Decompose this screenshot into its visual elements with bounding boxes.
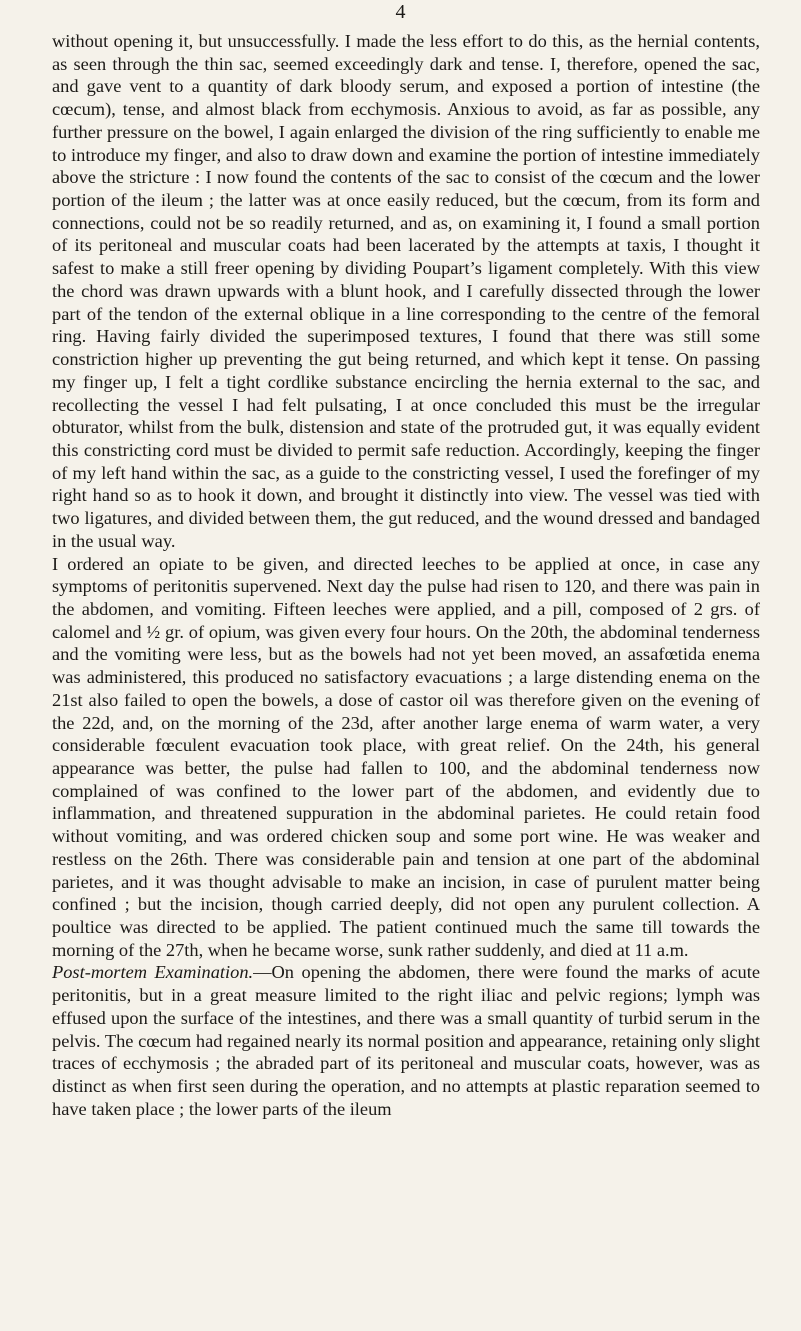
page-number: 4 [395, 1, 406, 23]
post-mortem-heading: Post-mortem Examination. [52, 962, 254, 983]
paragraph-aftercare: I ordered an opiate to be given, and directed leeches to be applied at once, in case any symptoms of peritonitis supervened. Next day the pulse had risen to 120, and there was pain in the abdomen, and vomiting. Fifteen leeches were applied, and a pill, composed of 2 grs. of calomel and ½ gr. of opium, was given every four hours. On the 20th, the abdominal tenderness and the vomiting were less, but as the bowels had not yet been moved, an assafœtida enema was administered, this produced no satisfactory evacuations ; a large distending enema on the 21st also failed to open the bowels, a dose of castor oil was therefore given on the evening of the 22d, and, on the morning of the 23d, after another large enema of warm water, a very considerable fœculent evacuation took place, with great relief. On the 24th, his general appearance was better, the pulse had fallen to 100, and the abdominal tenderness now complained of was confined to the lower part of the abdomen, and evidently due to inflammation, and threatened suppuration in the abdominal parietes. He could retain food without vomiting, and was ordered chicken soup and some port wine. He was weaker and restless on the 26th. There was considerable pain and tension at one part of the abdominal parietes, and it was thought advisable to make an incision, in case of purulent matter being confined ; but the incision, though carried deeply, did not open any purulent collection. A poultice was directed to be applied. The patient continued much the same till towards the morning of the 27th, when he became worse, sunk rather suddenly, and died at 11 a.m. [52, 553, 760, 960]
paragraph-post-mortem [52, 961, 760, 1120]
post-mortem-text: —On opening the abdomen, there were found the marks of acute peritonitis, but in a great measure limited to the right iliac and pelvic regions; lymph was effused upon the surface of the intestines, and there was a small quantity of turbid serum in the pelvis. The cœcum had regained nearly its normal position and appearance, retaining only slight traces of ecchymosis ; the abraded part of its peritoneal and muscular coats, however, was as distinct as when first seen during the operation, and no attempts at plastic reparation seemed to have taken place ; the lower parts of the ileum [52, 962, 760, 1119]
page-body-text [52, 30, 760, 1121]
paragraph-operation-account: without opening it, but unsuccessfully. I made the less effort to do this, as the hernial contents, as seen through the thin sac, seemed exceedingly dark and tense. I, therefore, opened the sac, and gave vent to a quantity of dark bloody serum, and exposed a portion of intestine (the cœcum), tense, and almost black from ecchymosis. Anxious to avoid, as far as possible, any further pressure on the bowel, I again enlarged the division of the ring sufficiently to enable me to introduce my finger, and also to draw down and examine the portion of intestine immediately above the stricture : I now found the contents of the sac to consist of the cœcum and the lower portion of the ileum ; the latter was at once easily reduced, but the cœcum, from its form and connections, could not be so readily returned, and as, on examining it, I found a small portion of its peritoneal and muscular coats had been lacerated by the attempts at taxis, I thought it safest to make a still freer opening by dividing Poupart’s ligament completely. With this view the chord was drawn upwards with a blunt hook, and I carefully dissected through the lower part of the tendon of the external oblique in a line corresponding to the centre of the femoral ring. Having fairly divided the superimposed textures, I found that there was still some constriction higher up preventing the gut being returned, and which kept it tense. On passing my finger up, I felt a tight cordlike substance encircling the hernia external to the sac, and recollecting the vessel I had felt pulsating, I at once concluded this must be the irregular obturator, whilst from the bulk, distension and state of the protruded gut, it was equally evident this constricting cord must be divided to permit safe reduction. Accordingly, keeping the finger of my left hand within the sac, as a guide to the constricting vessel, I used the forefinger of my right hand so as to hook it down, and brought it distinctly into view. The vessel was tied with two ligatures, and divided between them, the gut reduced, and the wound dressed and bandaged in the usual way. [52, 31, 760, 551]
